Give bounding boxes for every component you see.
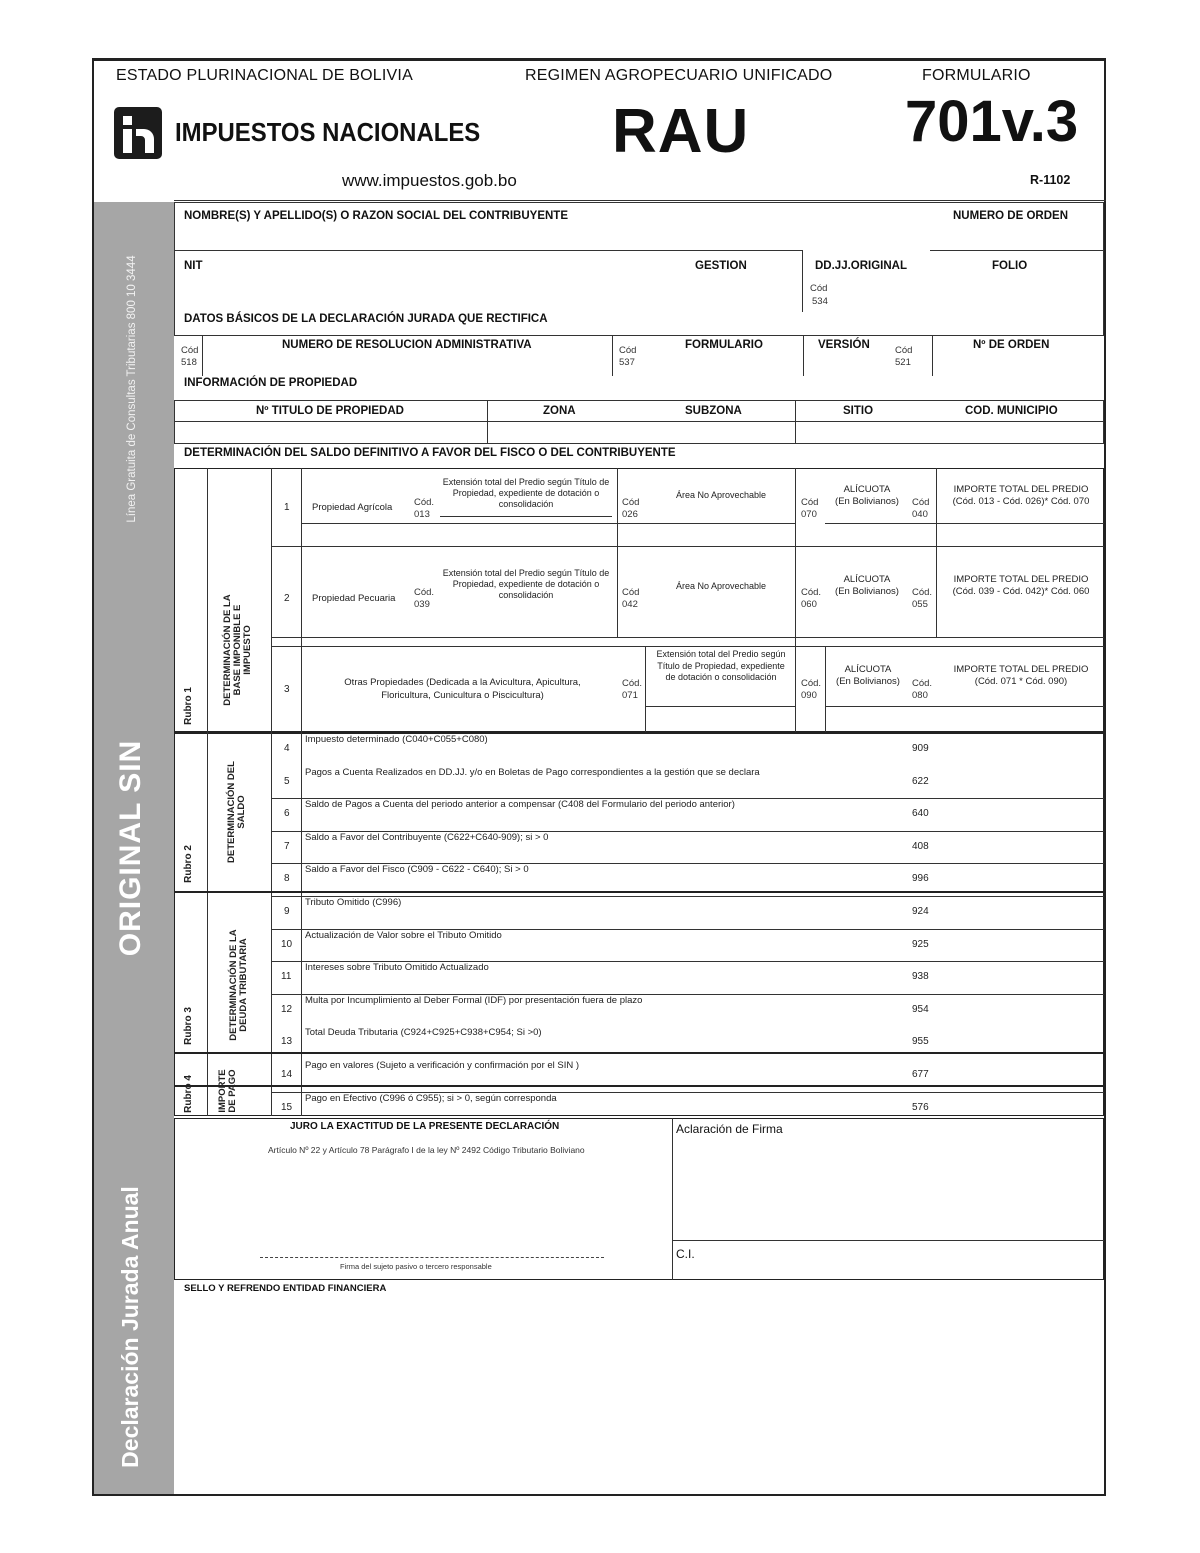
line-description: Saldo a Favor del Fisco (C909 - C622 - C640); Si > 0 xyxy=(305,864,529,876)
r1-row1-area: Área No Aprovechable xyxy=(675,490,767,500)
r1-row2-cod-d: Cód. xyxy=(912,587,933,598)
formulario-label: FORMULARIO xyxy=(922,67,1031,84)
ddjj-cod: Cód xyxy=(810,283,828,294)
r1-row3-alicuota-sub: (En Bolivianos) xyxy=(836,676,900,687)
original-sin-text: ORIGINAL SIN xyxy=(114,739,147,957)
line-amount-field[interactable] xyxy=(936,899,1102,926)
r1-row1-cod-a: Cód. xyxy=(414,497,435,508)
r1-row3-cod-d-num: 080 xyxy=(912,690,928,701)
determinacion-label: DETERMINACIÓN DEL SALDO DEFINITIVO A FAVOR DEL FISCO O DEL CONTRIBUYENTE xyxy=(184,447,676,459)
titulo-label: Nº TITULO DE PROPIEDAD xyxy=(256,405,404,417)
juro-label: JURO LA EXACTITUD DE LA PRESENTE DECLARACIÓN xyxy=(290,1121,560,1132)
line-number: 12 xyxy=(281,1003,293,1015)
r1-row2-n: 2 xyxy=(284,593,290,604)
sitio-label: SITIO xyxy=(843,405,874,417)
r1-row1-cod-b-num: 026 xyxy=(622,509,638,520)
hotline-text: Línea Gratuita de Consultas Tributarias 800 10 3444 xyxy=(126,255,138,523)
line-number: 13 xyxy=(281,1036,293,1048)
line-number: 4 xyxy=(284,743,290,754)
website: www.impuestos.gob.bo xyxy=(342,171,517,190)
line-number: 11 xyxy=(281,971,292,983)
line-description: Multa por Incumplimiento al Deber Formal (IDF) por presentación fuera de plazo xyxy=(305,994,643,1006)
r1-row2-cod-b: Cód xyxy=(622,587,640,598)
datos-basicos-label: DATOS BÁSICOS DE LA DECLARACIÓN JURADA QUE RECTIFICA xyxy=(184,313,548,325)
sello-label: SELLO Y REFRENDO ENTIDAD FINANCIERA xyxy=(184,1283,387,1294)
line-description: Pago en Efectivo (C996 ó C955); si > 0, según corresponda xyxy=(305,1092,557,1104)
municipio-label: COD. MUNICIPIO xyxy=(965,405,1058,417)
rect-cod1: Cód xyxy=(181,345,199,356)
r1-row2-area: Área No Aprovechable xyxy=(675,581,767,591)
rubro4-title: IMPORTE DE PAGO xyxy=(217,1069,238,1113)
rubro2-label: Rubro 2 xyxy=(183,845,194,883)
rect-formulario-label: FORMULARIO xyxy=(685,339,763,351)
line-amount-field[interactable] xyxy=(936,834,1102,861)
r1-row1-cod-a-num: 013 xyxy=(414,509,430,520)
r1-row1-importe: IMPORTE TOTAL DEL PREDIO xyxy=(953,484,1089,495)
line-number: 9 xyxy=(284,906,290,917)
rubro1-label: Rubro 1 xyxy=(183,687,194,725)
line-amount-field[interactable] xyxy=(936,932,1102,959)
r1-row1-alicuota: ALÍCUOTA xyxy=(843,484,891,495)
rau-title: RAU xyxy=(612,97,750,166)
line-description: Tributo Omitido (C996) xyxy=(305,897,402,908)
rubro2-title: DETERMINACIÓN DEL SALDO xyxy=(226,761,247,863)
signature-block xyxy=(174,1118,1104,1280)
line-description: Total Deuda Tributaria (C924+C925+C938+C954; Si >0) xyxy=(305,1027,542,1039)
ref-code: R-1102 xyxy=(1030,173,1071,187)
line-description: Pago en valores (Sujeto a verificación y confirmación por el SIN ) xyxy=(305,1060,580,1071)
line-code: 938 xyxy=(912,971,929,983)
r1-row3-n: 3 xyxy=(284,684,290,695)
r1-row2-importe-sub: (Cód. 039 - Cód. 042)* Cód. 060 xyxy=(952,586,1090,597)
line-amount-field[interactable] xyxy=(936,997,1102,1024)
line-amount-field[interactable] xyxy=(936,964,1102,991)
line-description: Pagos a Cuenta Realizados en DD.JJ. y/o en Boletas de Pago correspondientes a la gestión que se declara xyxy=(305,766,760,778)
ci-label: C.I. xyxy=(676,1247,695,1261)
line-description: Intereses sobre Tributo Omitido Actualizado xyxy=(305,962,489,974)
line-code: 622 xyxy=(912,775,929,787)
r1-row1-cod-c: Cód xyxy=(801,497,819,508)
line-code: 677 xyxy=(912,1069,929,1080)
rect-cod3: Cód xyxy=(895,345,913,356)
nombre-label: NOMBRE(S) Y APELLIDO(S) O RAZON SOCIAL DEL CONTRIBUYENTE xyxy=(184,210,568,222)
declaracion-jurada-text: Declaración Jurada Anual xyxy=(117,1186,143,1468)
line-number: 8 xyxy=(284,873,290,885)
rect-cod1-num: 518 xyxy=(181,357,197,368)
firma-label: Firma del sujeto pasivo o tercero responsable xyxy=(340,1262,492,1271)
r1-row2-cod-c: Cód. xyxy=(801,587,822,598)
r1-row1-importe-sub: (Cód. 013 - Cód. 026)* Cód. 070 xyxy=(952,496,1090,507)
r1-row3-importe: IMPORTE TOTAL DEL PREDIO xyxy=(953,664,1089,675)
line-number: 7 xyxy=(284,840,290,852)
r1-row3-cod-b-num: 071 xyxy=(622,690,638,701)
rect-orden-label: Nº DE ORDEN xyxy=(973,339,1050,351)
line-amount-field[interactable] xyxy=(936,1062,1102,1089)
line-amount-field[interactable] xyxy=(936,866,1102,893)
signature-line xyxy=(260,1257,604,1258)
line-code: 925 xyxy=(912,938,929,950)
r1-row1-alicuota-sub: (En Bolivianos) xyxy=(835,496,899,507)
estado-title: ESTADO PLURINACIONAL DE BOLIVIA xyxy=(116,67,413,84)
impuestos-logo-icon xyxy=(114,107,162,159)
line-description: Actualización de Valor sobre el Tributo Omitido xyxy=(305,929,502,941)
r1-row1-cod-b: Cód xyxy=(622,497,640,508)
ddjj-cod-num: 534 xyxy=(812,296,828,307)
numero-orden-label: NUMERO DE ORDEN xyxy=(953,210,1069,222)
aclaracion-label: Aclaración de Firma xyxy=(676,1122,783,1136)
ddjj-label: DD.JJ.ORIGINAL xyxy=(815,260,908,272)
r1-row1-n: 1 xyxy=(284,502,290,513)
zona-label: ZONA xyxy=(543,405,576,417)
r1-row3-cod-c-num: 090 xyxy=(801,690,817,701)
r1-row1-cod-d: Cód xyxy=(912,497,930,508)
r1-row3-alicuota: ALÍCUOTA xyxy=(844,664,892,675)
r1-row2-cod-a: Cód. xyxy=(414,587,435,598)
articulo-label: Artículo Nº 22 y Artículo 78 Parágrafo I de la ley Nº 2492 Código Tributario Boliviano xyxy=(268,1145,585,1155)
r1-row1-label: Propiedad Agrícola xyxy=(312,502,393,513)
form-number: 701v.3 xyxy=(905,89,1079,154)
rect-cod2: Cód xyxy=(619,345,637,356)
rubro4-label: Rubro 4 xyxy=(183,1075,194,1113)
rect-cod2-num: 537 xyxy=(619,357,635,368)
rubro1-title: DETERMINACIÓN DE LA BASE IMPONIBLE E IMPUESTO xyxy=(222,594,253,706)
line-number: 15 xyxy=(281,1101,293,1113)
version-label: VERSIÓN xyxy=(818,339,870,351)
resolucion-label: NUMERO DE RESOLUCION ADMINISTRATIVA xyxy=(282,339,532,351)
nit-label: NIT xyxy=(184,260,203,272)
line-number: 6 xyxy=(284,808,290,820)
r1-row3-cod-b: Cód. xyxy=(622,678,643,689)
subzona-label: SUBZONA xyxy=(685,405,742,417)
line-description: Saldo a Favor del Contribuyente (C622+C640-909); si > 0 xyxy=(305,831,549,843)
line-amount-field[interactable] xyxy=(936,736,1102,763)
line-code: 996 xyxy=(912,873,929,885)
line-code: 955 xyxy=(912,1036,929,1048)
line-amount-field[interactable] xyxy=(936,801,1102,828)
r1-row2-cod-a-num: 039 xyxy=(414,599,430,610)
r1-row3-cod-d: Cód. xyxy=(912,678,933,689)
brand-name: IMPUESTOS NACIONALES xyxy=(175,117,481,147)
r1-row2-importe: IMPORTE TOTAL DEL PREDIO xyxy=(953,574,1089,585)
r1-row1-cod-d-num: 040 xyxy=(912,509,928,520)
r1-row2-alicuota: ALÍCUOTA xyxy=(843,574,891,585)
line-number: 14 xyxy=(281,1069,293,1080)
r1-row3-ext: Extensión total del Predio según Título de Propiedad, expediente de dotación o consolidación xyxy=(656,649,786,682)
line-number: 5 xyxy=(284,775,290,787)
line-code: 576 xyxy=(912,1101,929,1113)
line-amount-field[interactable] xyxy=(936,1029,1102,1056)
line-amount-field[interactable] xyxy=(936,769,1102,796)
r1-row3-importe-sub: (Cód. 071 * Cód. 090) xyxy=(974,676,1068,687)
line-description: Impuesto determinado (C040+C055+C080) xyxy=(305,734,488,745)
line-code: 909 xyxy=(912,743,929,754)
line-code: 924 xyxy=(912,906,929,917)
r1-row2-label: Propiedad Pecuaria xyxy=(312,593,396,604)
rubro3-label: Rubro 3 xyxy=(183,1007,194,1045)
r1-row1-cod-c-num: 070 xyxy=(801,509,817,520)
line-code: 640 xyxy=(912,808,929,820)
rect-cod3-num: 521 xyxy=(895,357,911,368)
r1-row3-cod-c: Cód. xyxy=(801,678,822,689)
r1-row3-label: Otras Propiedades (Dedicada a la Avicultura, Apicultura, Floricultura, Cunicultura o Piscicultura) xyxy=(344,677,581,701)
line-code: 954 xyxy=(912,1003,929,1015)
rubro3-title: DETERMINACIÓN DE LA DEUDA TRIBUTARIA xyxy=(228,929,249,1041)
r1-row2-cod-c-num: 060 xyxy=(801,599,817,610)
gestion-label: GESTION xyxy=(695,260,747,272)
r1-row2-cod-b-num: 042 xyxy=(622,599,638,610)
r1-row2-cod-d-num: 055 xyxy=(912,599,928,610)
propiedad-label: INFORMACIÓN DE PROPIEDAD xyxy=(184,377,358,389)
line-description: Saldo de Pagos a Cuenta del periodo anterior a compensar (C408 del Formulario del periodo anterior) xyxy=(305,799,735,811)
r1-row2-alicuota-sub: (En Bolivianos) xyxy=(835,586,899,597)
regimen-title: REGIMEN AGROPECUARIO UNIFICADO xyxy=(525,67,833,84)
line-code: 408 xyxy=(912,840,929,852)
r1-row1-ext: Extensión total del Predio según Título de Propiedad, expediente de dotación o consolidación xyxy=(442,477,610,509)
line-number: 10 xyxy=(281,938,293,950)
r1-row2-ext: Extensión total del Predio según Título de Propiedad, expediente de dotación o consolidación xyxy=(442,568,610,600)
folio-label: FOLIO xyxy=(992,260,1028,272)
